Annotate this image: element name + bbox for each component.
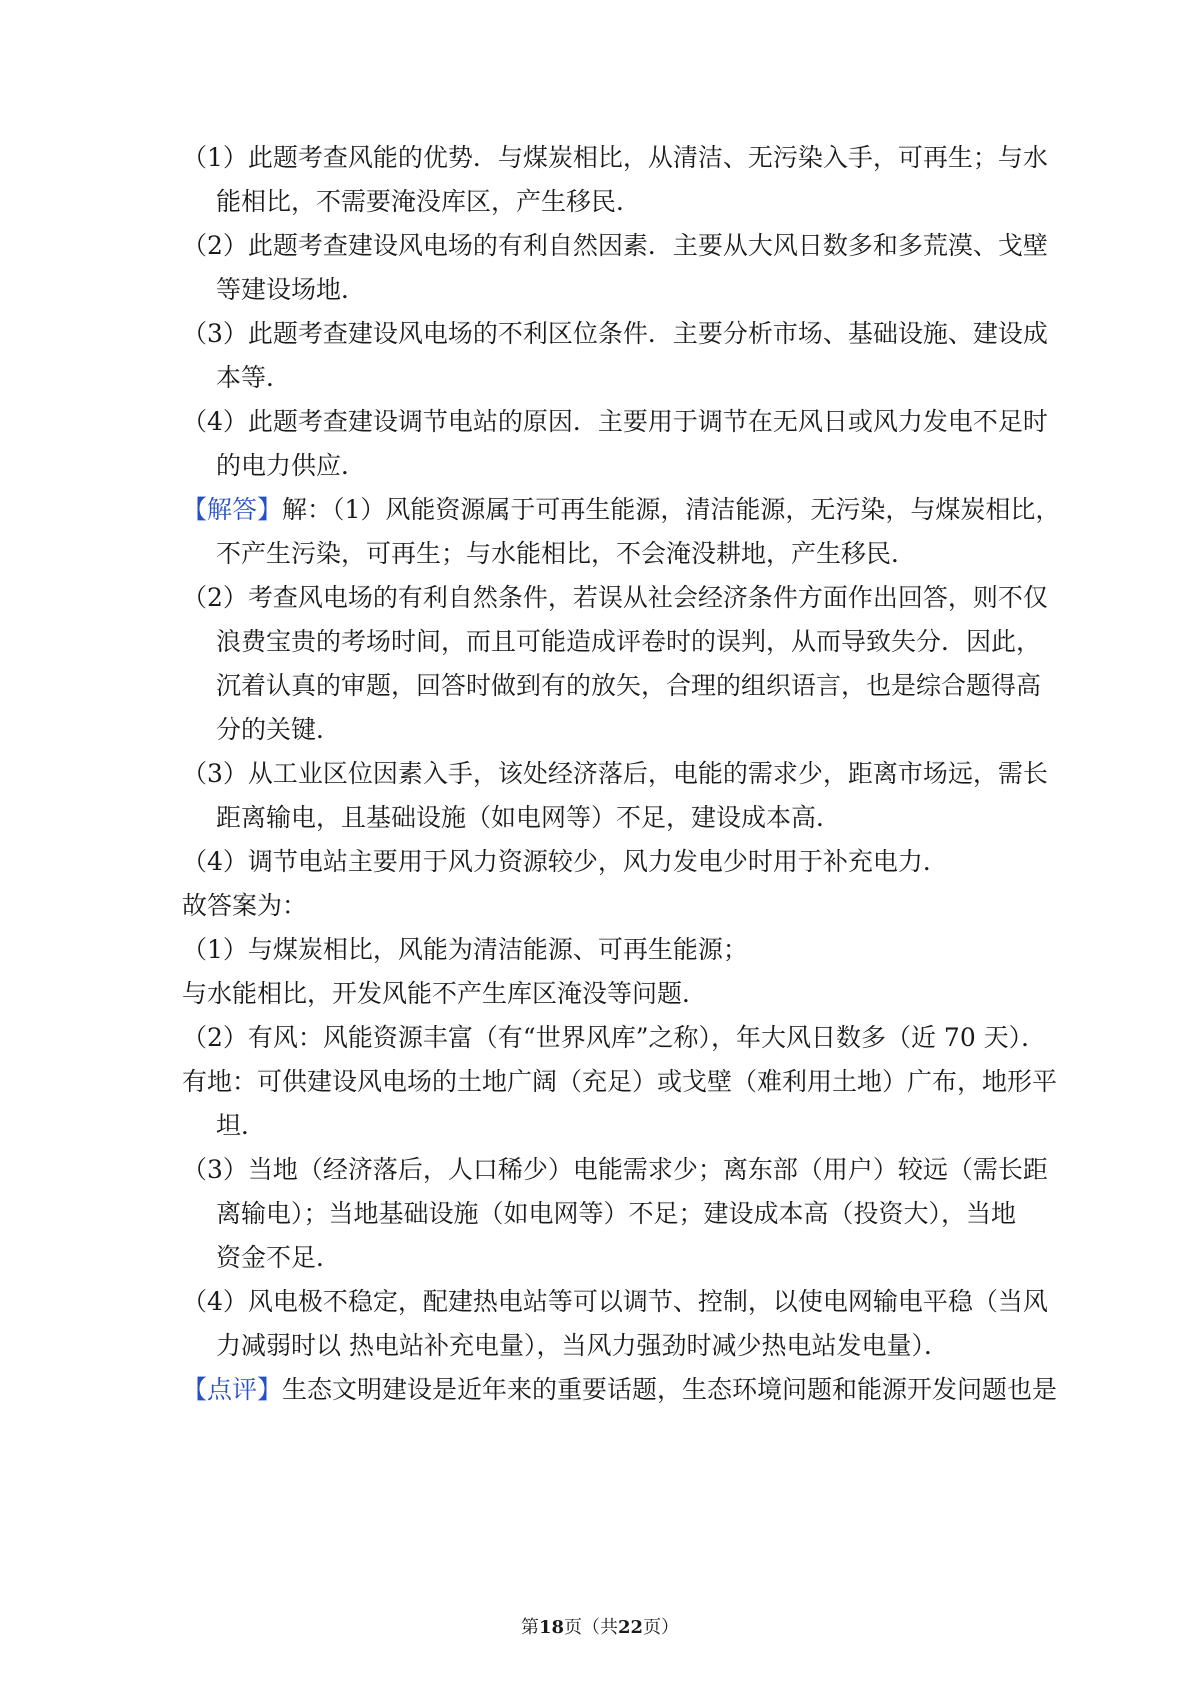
footer-prefix: 第: [520, 1617, 539, 1638]
analysis-q2-line2: 等建设场地．: [216, 275, 367, 304]
answer-a4-line1: （4）调节电站主要用于风力资源较少，风力发电少时用于补充电力．: [182, 847, 948, 876]
final-f1-line2: 与水能相比，开发风能不产生库区淹没等问题．: [182, 979, 708, 1008]
answer-a2-line4: 分的关键．: [216, 715, 342, 744]
final-f3-line1: （3）当地（经济落后，人口稀少）电能需求少；离东部（用户）较远（需长距: [182, 1155, 1048, 1184]
answer-a2-line3: 沉着认真的审题，回答时做到有的放矢，合理的组织语言，也是综合题得高: [216, 671, 1042, 700]
analysis-q4-line1: （4）此题考查建设调节电站的原因．主要用于调节在无风日或风力发电不足时: [182, 407, 1048, 436]
analysis-q4-line2: 的电力供应．: [216, 451, 367, 480]
analysis-q3-line2: 本等．: [216, 363, 292, 392]
final-f1-line1: （1）与煤炭相比，风能为清洁能源、可再生能源；: [182, 935, 748, 964]
answer-a3-line2: 距离输电，且基础设施（如电网等）不足，建设成本高．: [216, 803, 842, 832]
final-f2-line3: 坦．: [216, 1111, 267, 1140]
footer-middle: 页（共: [564, 1617, 618, 1638]
analysis-q1-line2: 能相比，不需要淹没库区，产生移民．: [216, 187, 642, 216]
analysis-q2-line1: （2）此题考查建设风电场的有利自然因素．主要从大风日数多和多荒漠、戈壁: [182, 231, 1048, 260]
comment-text: 生态文明建设是近年来的重要话题，生态环境问题和能源开发问题也是: [282, 1375, 1058, 1404]
final-f2-line2: 有地：可供建设风电场的土地广阔（充足）或戈壁（难利用土地）广布，地形平: [182, 1067, 1058, 1096]
page-footer: [0, 1616, 1200, 1640]
footer-suffix: 页）: [643, 1617, 680, 1638]
analysis-q3-line1: （3）此题考查建设风电场的不利区位条件．主要分析市场、基础设施、建设成: [182, 319, 1048, 348]
final-f3-line3: 资金不足．: [216, 1243, 342, 1272]
footer-total-pages: 22: [618, 1617, 644, 1638]
final-f3-line2: 离输电）；当地基础设施（如电网等）不足；建设成本高（投资大），当地: [216, 1199, 1017, 1228]
final-answer-intro: 故答案为：: [182, 891, 308, 920]
answer-a1-line2: 不产生污染，可再生；与水能相比，不会淹没耕地，产生移民．: [216, 539, 917, 568]
comment-tag: 【点评】: [182, 1375, 283, 1404]
final-f4-line1: （4）风电极不稳定，配建热电站等可以调节、控制，以使电网输电平稳（当风: [182, 1287, 1048, 1316]
answer-tag: 【解答】: [182, 495, 283, 524]
comment-line: [182, 1374, 1058, 1406]
final-f2-line1: （2）有风：风能资源丰富（有“世界风库”之称），年大风日数多（近 70 天）．: [182, 1023, 1047, 1052]
footer-page-number: 18: [538, 1617, 564, 1638]
answer-a3-line1: （3）从工业区位因素入手，该处经济落后，电能的需求少，距离市场远，需长: [182, 759, 1048, 788]
analysis-q1-line1: （1）此题考查风能的优势．与煤炭相比，从清洁、无污染入手，可再生；与水: [182, 143, 1048, 172]
answer-a2-line1: （2）考查风电场的有利自然条件，若误从社会经济条件方面作出回答，则不仅: [182, 583, 1048, 612]
answer-line1: [182, 494, 1061, 526]
answer-a1-line1: 解：（1）风能资源属于可再生能源，清洁能源，无污染，与煤炭相比，: [282, 495, 1061, 524]
answer-a2-line2: 浪费宝贵的考场时间，而且可能造成评卷时的误判，从而导致失分．因此，: [216, 627, 1042, 656]
final-f4-line2: 力减弱时以 热电站补充电量），当风力强劲时减少热电站发电量）．: [216, 1331, 949, 1360]
